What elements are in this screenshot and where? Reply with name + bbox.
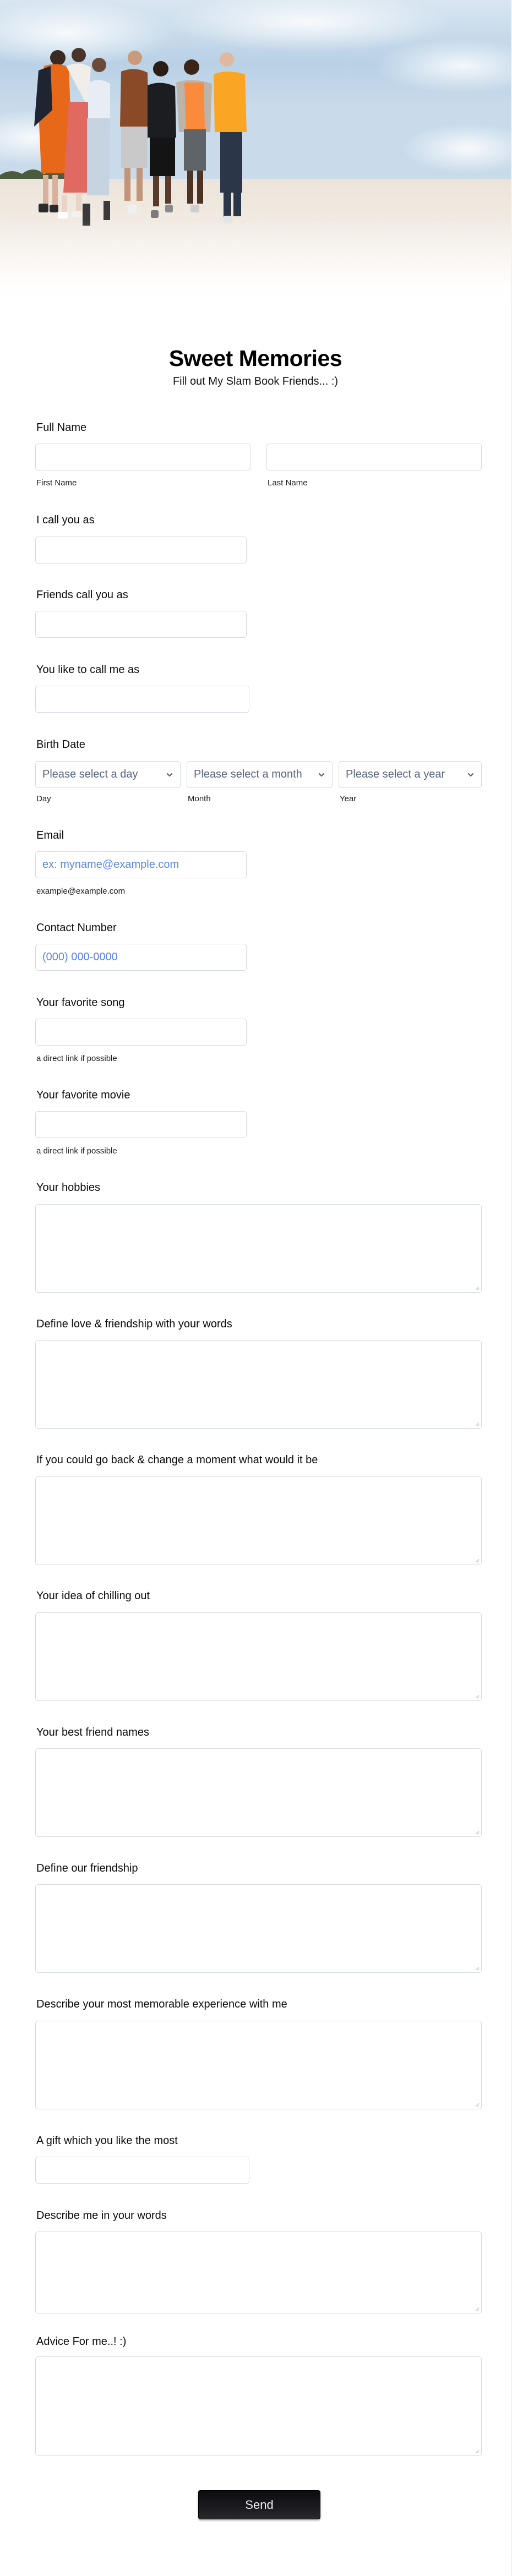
hero-image: [0, 0, 511, 308]
resize-grip-icon[interactable]: [474, 1285, 480, 1290]
our-friendship-label: Define our friendship: [36, 1862, 138, 1874]
birth-day-selected: Please select a day: [42, 768, 138, 780]
favorite-movie-label: Your favorite movie: [36, 1089, 130, 1101]
resize-grip-icon[interactable]: [474, 2102, 480, 2107]
contact-number-label: Contact Number: [36, 922, 117, 934]
you-call-me-input[interactable]: [35, 686, 249, 713]
describe-me-textarea[interactable]: [35, 2232, 482, 2314]
love-friendship-textarea[interactable]: [35, 1340, 482, 1429]
favorite-song-sublabel: a direct link if possible: [36, 1054, 117, 1063]
day-sublabel: Day: [36, 794, 51, 803]
first-name-input[interactable]: [35, 444, 250, 471]
hero-photo-icon: [0, 0, 511, 308]
best-friends-label: Your best friend names: [36, 1726, 149, 1738]
email-input[interactable]: [35, 851, 247, 878]
favorite-movie-input[interactable]: [35, 1111, 247, 1138]
chevron-down-icon: [318, 771, 325, 779]
friends-call-you-label: Friends call you as: [36, 589, 128, 601]
favorite-song-input[interactable]: [35, 1019, 247, 1046]
chilling-textarea[interactable]: [35, 1612, 482, 1701]
full-name-label: Full Name: [36, 422, 87, 434]
birth-month-select[interactable]: [187, 761, 333, 788]
last-name-sublabel: Last Name: [268, 478, 308, 488]
contact-number-input[interactable]: [35, 944, 247, 971]
resize-grip-icon[interactable]: [474, 1829, 480, 1835]
email-sublabel: example@example.com: [36, 887, 126, 896]
birth-year-select[interactable]: [339, 761, 482, 788]
birth-date-label: Birth Date: [36, 739, 85, 751]
send-button[interactable]: Send: [198, 2490, 320, 2519]
form-subtitle: Fill out My Slam Book Friends... :): [172, 375, 339, 387]
resize-grip-icon[interactable]: [474, 1421, 480, 1426]
favorite-song-label: Your favorite song: [36, 997, 125, 1009]
describe-me-label: Describe me in your words: [36, 2209, 167, 2222]
first-name-sublabel: First Name: [36, 478, 77, 488]
favorite-movie-sublabel: a direct link if possible: [36, 1146, 117, 1156]
memorable-textarea[interactable]: [35, 2021, 482, 2109]
year-sublabel: Year: [340, 794, 357, 803]
birth-year-selected: Please select a year: [346, 768, 445, 780]
advice-label: Advice For me..! :): [36, 2336, 127, 2348]
hobbies-label: Your hobbies: [36, 1182, 101, 1194]
gift-input[interactable]: [35, 2157, 249, 2184]
love-friendship-label: Define love & friendship with your words: [36, 1318, 232, 1330]
go-back-textarea[interactable]: [35, 1476, 482, 1565]
birth-month-selected: Please select a month: [194, 768, 302, 780]
last-name-input[interactable]: [266, 444, 482, 471]
i-call-you-input[interactable]: [35, 537, 247, 564]
resize-grip-icon[interactable]: [474, 1693, 480, 1699]
memorable-label: Describe your most memorable experience with me: [36, 1998, 287, 2010]
you-call-me-label: You like to call me as: [36, 664, 140, 676]
advice-textarea[interactable]: [35, 2356, 482, 2456]
go-back-label: If you could go back & change a moment what would it be: [36, 1454, 318, 1466]
resize-grip-icon[interactable]: [474, 2448, 480, 2454]
resize-grip-icon[interactable]: [474, 1557, 480, 1563]
chilling-label: Your idea of chilling out: [36, 1590, 150, 1602]
resize-grip-icon[interactable]: [474, 2306, 480, 2311]
email-label: Email: [36, 829, 64, 841]
our-friendship-textarea[interactable]: [35, 1884, 482, 1973]
birth-day-select[interactable]: [35, 761, 181, 788]
chevron-down-icon: [467, 771, 475, 779]
resize-grip-icon[interactable]: [474, 1965, 480, 1971]
friends-call-you-input[interactable]: [35, 611, 247, 638]
form-title: Sweet Memories: [168, 346, 342, 371]
i-call-you-label: I call you as: [36, 514, 95, 526]
best-friends-textarea[interactable]: [35, 1748, 482, 1837]
month-sublabel: Month: [188, 794, 211, 803]
chevron-down-icon: [166, 771, 173, 779]
gift-label: A gift which you like the most: [36, 2135, 178, 2147]
hobbies-textarea[interactable]: [35, 1204, 482, 1293]
